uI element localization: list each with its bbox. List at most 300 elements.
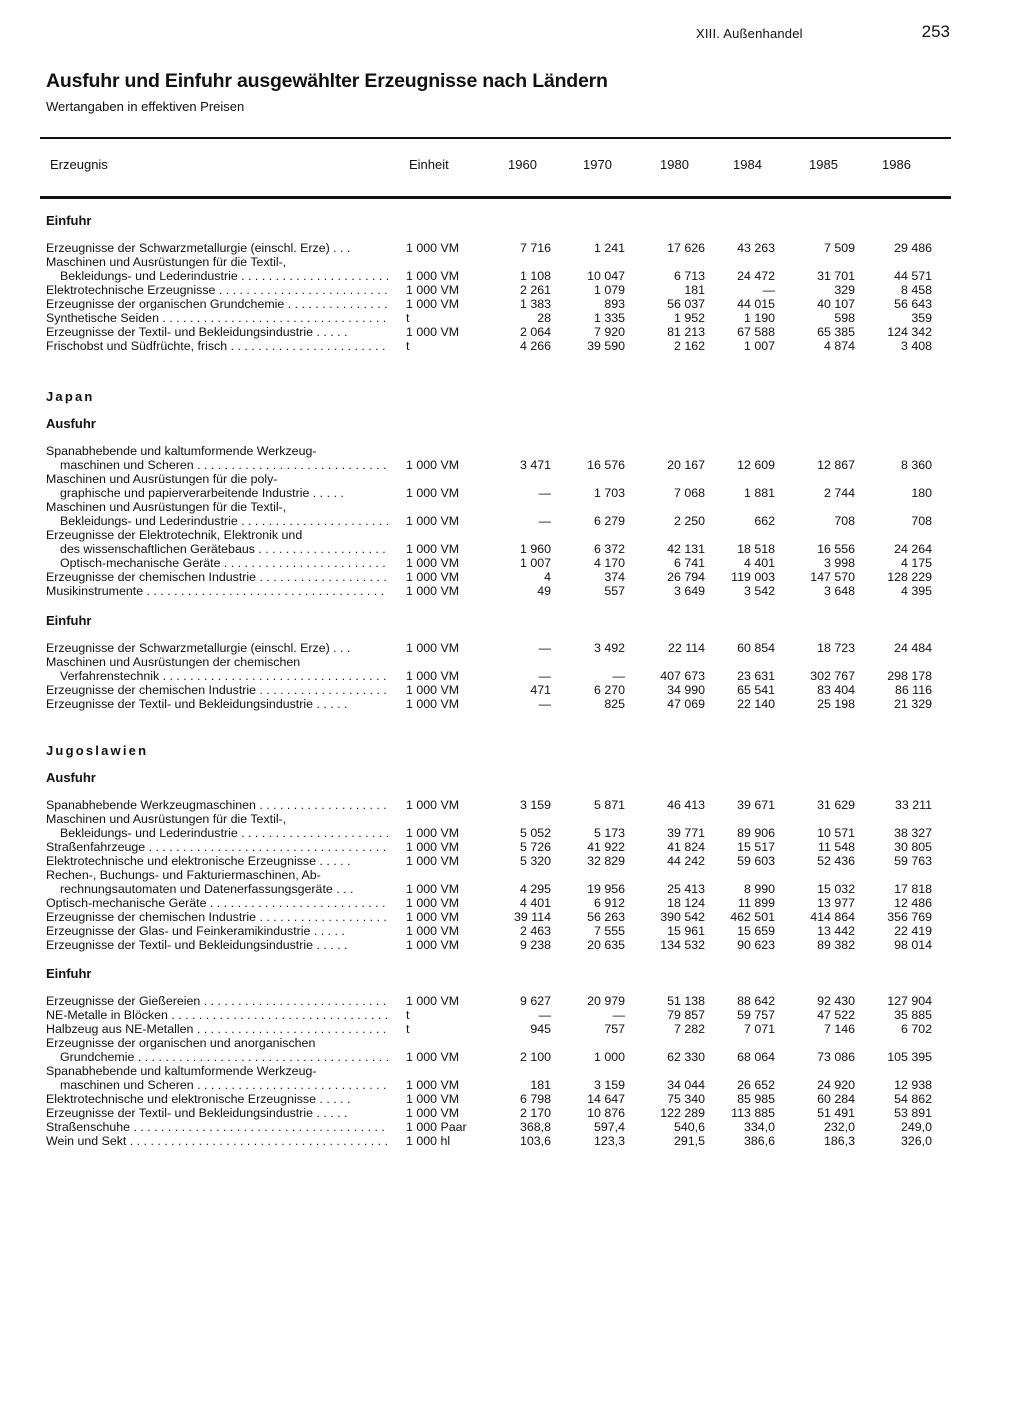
value-cell: 83 404: [817, 683, 855, 697]
value-cell: 374: [604, 570, 625, 584]
column-header-1970: 1970: [583, 157, 612, 172]
country-heading: Japan: [46, 389, 95, 404]
row-label: Erzeugnisse der Schwarzmetallurgie (einschl. Erze) . . .: [46, 241, 351, 255]
value-cell: 34 990: [667, 683, 705, 697]
value-cell: 232,0: [823, 1120, 855, 1134]
table-row-line: [0, 472, 1024, 486]
table-row-line: [0, 655, 1024, 669]
table-row-line: [0, 798, 1024, 812]
row-unit: 1 000 VM: [406, 882, 460, 896]
value-cell: 4 266: [519, 339, 551, 353]
value-cell: 12 938: [894, 1078, 932, 1092]
value-cell: —: [762, 283, 775, 297]
value-cell: 329: [834, 283, 855, 297]
row-label: NE-Metalle in Blöcken . . .: [46, 1008, 388, 1022]
table-row-line: [0, 1064, 1024, 1078]
value-cell: 1 108: [519, 269, 551, 283]
value-cell: 11 548: [818, 840, 855, 854]
table-row-line: [0, 297, 1024, 311]
page-subtitle: Wertangaben in effektiven Preisen: [46, 99, 245, 114]
value-cell: 5 052: [519, 826, 551, 840]
value-cell: 86 116: [895, 683, 932, 697]
value-cell: 5 173: [593, 826, 625, 840]
value-cell: 128 229: [887, 570, 932, 584]
row-label: Maschinen und Ausrüstungen für die Textil-,: [46, 812, 287, 826]
table-row-line: [0, 994, 1024, 1008]
value-cell: 3 649: [673, 584, 705, 598]
row-label: Spanabhebende Werkzeugmaschinen . . .: [46, 798, 388, 812]
page-number: 253: [921, 22, 950, 41]
value-cell: 1 007: [519, 556, 551, 570]
value-cell: 7 146: [823, 1022, 855, 1036]
row-label: Maschinen und Ausrüstungen der chemischen: [46, 655, 301, 669]
value-cell: 1 335: [593, 311, 625, 325]
row-label: Elektrotechnische und elektronische Erzeugnisse . . . . .: [46, 1092, 351, 1106]
table-row-line: [0, 1134, 1024, 1148]
value-cell: 4 295: [519, 882, 551, 896]
value-cell: 22 114: [668, 641, 705, 655]
value-cell: 597,4: [593, 1120, 625, 1134]
value-cell: 4 395: [900, 584, 932, 598]
value-cell: 20 635: [587, 938, 625, 952]
value-cell: 825: [604, 697, 625, 711]
row-unit: 1 000 VM: [406, 826, 460, 840]
column-header-1980: 1980: [660, 157, 689, 172]
value-cell: 31 701: [817, 269, 855, 283]
row-unit: 1 000 VM: [406, 669, 460, 683]
value-cell: 708: [834, 514, 855, 528]
value-cell: 20 979: [587, 994, 625, 1008]
row-unit: t: [406, 339, 410, 353]
row-label: Erzeugnisse der organischen und anorganischen: [46, 1036, 316, 1050]
row-unit: 1 000 VM: [406, 896, 460, 910]
value-cell: 1 960: [519, 542, 551, 556]
value-cell: 13 442: [817, 924, 855, 938]
row-unit: 1 000 VM: [406, 1050, 460, 1064]
row-label: Rechen-, Buchungs- und Fakturiermaschinen, Ab-: [46, 868, 321, 882]
table-row-line: [0, 924, 1024, 938]
value-cell: 122 289: [660, 1106, 705, 1120]
value-cell: 124 342: [887, 325, 932, 339]
value-cell: 18 124: [667, 896, 705, 910]
value-cell: —: [612, 1008, 625, 1022]
column-header-1960: 1960: [508, 157, 537, 172]
value-cell: 2 170: [519, 1106, 551, 1120]
value-cell: 356 769: [887, 910, 932, 924]
value-cell: 6 912: [593, 896, 625, 910]
table-row-line: [0, 486, 1024, 500]
value-cell: 147 570: [810, 570, 855, 584]
column-header-erzeugnis: Erzeugnis: [50, 157, 108, 172]
value-cell: 7 716: [519, 241, 551, 255]
value-cell: 134 532: [660, 938, 705, 952]
table-row-line: [0, 1078, 1024, 1092]
row-label: Elektrotechnische und elektronische Erzeugnisse . . . . .: [46, 854, 351, 868]
value-cell: 5 320: [519, 854, 551, 868]
value-cell: 7 068: [673, 486, 705, 500]
value-cell: 7 555: [593, 924, 625, 938]
value-cell: 6 713: [673, 269, 705, 283]
value-cell: 386,6: [743, 1134, 775, 1148]
value-cell: 19 956: [587, 882, 625, 896]
value-cell: 30 805: [894, 840, 932, 854]
row-unit: 1 000 VM: [406, 584, 460, 598]
value-cell: 18 723: [817, 641, 855, 655]
table-row-line: [0, 542, 1024, 556]
section-heading: Einfuhr: [46, 213, 92, 228]
column-header-1985: 1985: [809, 157, 838, 172]
row-label: Halbzeug aus NE-Metallen . . .: [46, 1022, 388, 1036]
value-cell: 54 862: [894, 1092, 932, 1106]
table-row-line: [0, 938, 1024, 952]
value-cell: 47 522: [817, 1008, 855, 1022]
table-row-line: [0, 500, 1024, 514]
value-cell: 12 609: [737, 458, 775, 472]
table-row-line: [0, 840, 1024, 854]
row-label: Erzeugnisse der Textil- und Bekleidungsindustrie . . . . .: [46, 325, 348, 339]
value-cell: 368,8: [519, 1120, 551, 1134]
value-cell: 119 003: [731, 570, 775, 584]
value-cell: 4 874: [823, 339, 855, 353]
value-cell: 708: [911, 514, 932, 528]
value-cell: 557: [604, 584, 625, 598]
value-cell: 56 037: [667, 297, 705, 311]
table-row-line: [0, 1022, 1024, 1036]
table-header-rule: [40, 196, 951, 199]
value-cell: 26 794: [667, 570, 705, 584]
row-label: Spanabhebende und kaltumformende Werkzeug-: [46, 444, 317, 458]
value-cell: 3 542: [743, 584, 775, 598]
value-cell: 11 899: [738, 896, 775, 910]
column-header-einheit: Einheit: [409, 157, 449, 172]
value-cell: —: [612, 669, 625, 683]
value-cell: 62 330: [667, 1050, 705, 1064]
value-cell: 12 486: [894, 896, 932, 910]
value-cell: 462 501: [730, 910, 775, 924]
value-cell: 2 744: [823, 486, 855, 500]
row-unit: t: [406, 311, 410, 325]
row-label: Maschinen und Ausrüstungen für die Textil-,: [46, 255, 287, 269]
value-cell: 98 014: [894, 938, 932, 952]
value-cell: 302 767: [810, 669, 855, 683]
row-unit: 1 000 VM: [406, 938, 460, 952]
row-label: Spanabhebende und kaltumformende Werkzeug-: [46, 1064, 317, 1078]
value-cell: 1 952: [673, 311, 705, 325]
row-label: rechnungsautomaten und Datenerfassungsgeräte . . .: [60, 882, 354, 896]
value-cell: 59 603: [737, 854, 775, 868]
value-cell: 7 509: [823, 241, 855, 255]
value-cell: 56 263: [587, 910, 625, 924]
row-unit: 1 000 VM: [406, 641, 460, 655]
value-cell: 15 961: [667, 924, 705, 938]
table-column-headers: [0, 157, 1024, 175]
row-label: Bekleidungs- und Lederindustrie . . .: [60, 269, 388, 283]
value-cell: 23 631: [737, 669, 775, 683]
value-cell: 59 757: [737, 1008, 775, 1022]
value-cell: 85 985: [737, 1092, 775, 1106]
row-unit: 1 000 hl: [406, 1134, 451, 1148]
value-cell: 39 590: [587, 339, 625, 353]
table-row-line: [0, 882, 1024, 896]
table-top-rule: [40, 137, 951, 139]
value-cell: 6 702: [900, 1022, 932, 1036]
value-cell: 73 086: [817, 1050, 855, 1064]
row-label: Optisch-mechanische Geräte . . .: [46, 896, 388, 910]
table-row-line: [0, 812, 1024, 826]
value-cell: 44 015: [737, 297, 775, 311]
value-cell: 53 891: [894, 1106, 932, 1120]
value-cell: 186,3: [823, 1134, 855, 1148]
table-row-line: [0, 311, 1024, 325]
value-cell: 8 990: [743, 882, 775, 896]
value-cell: 20 167: [667, 458, 705, 472]
row-unit: 1 000 VM: [406, 269, 460, 283]
value-cell: 67 588: [737, 325, 775, 339]
value-cell: 4 175: [900, 556, 932, 570]
value-cell: 3 998: [823, 556, 855, 570]
value-cell: 40 107: [817, 297, 855, 311]
value-cell: 81 213: [667, 325, 705, 339]
section-heading: Einfuhr: [46, 613, 92, 628]
table-row-line: [0, 669, 1024, 683]
value-cell: 407 673: [660, 669, 705, 683]
value-cell: 44 242: [667, 854, 705, 868]
value-cell: 3 159: [593, 1078, 625, 1092]
value-cell: 2 064: [519, 325, 551, 339]
value-cell: —: [538, 669, 551, 683]
value-cell: 90 623: [737, 938, 775, 952]
value-cell: 10 571: [817, 826, 855, 840]
table-row-line: [0, 826, 1024, 840]
table-row-line: [0, 1092, 1024, 1106]
value-cell: 34 044: [667, 1078, 705, 1092]
table-row-line: [0, 514, 1024, 528]
row-label: Optisch-mechanische Geräte . . .: [60, 556, 388, 570]
value-cell: 15 659: [737, 924, 775, 938]
table-row-line: [0, 1036, 1024, 1050]
value-cell: 49: [537, 584, 551, 598]
value-cell: 24 484: [894, 641, 932, 655]
value-cell: 1 241: [593, 241, 625, 255]
row-unit: 1 000 VM: [406, 486, 460, 500]
value-cell: 945: [530, 1022, 551, 1036]
value-cell: 6 279: [593, 514, 625, 528]
row-unit: 1 000 VM: [406, 570, 460, 584]
value-cell: —: [538, 514, 551, 528]
value-cell: 893: [604, 297, 625, 311]
section-heading: Einfuhr: [46, 966, 92, 981]
value-cell: 22 140: [737, 697, 775, 711]
value-cell: 41 922: [587, 840, 625, 854]
table-row-line: [0, 1106, 1024, 1120]
value-cell: 56 643: [894, 297, 932, 311]
row-unit: 1 000 VM: [406, 683, 460, 697]
row-label: Bekleidungs- und Lederindustrie . . .: [60, 514, 388, 528]
section-heading: Ausfuhr: [46, 770, 96, 785]
row-label: Grundchemie . . .: [60, 1050, 388, 1064]
value-cell: 12 867: [817, 458, 855, 472]
chapter-title: XIII. Außenhandel: [696, 26, 803, 41]
value-cell: 6 741: [673, 556, 705, 570]
value-cell: 68 064: [737, 1050, 775, 1064]
value-cell: 25 198: [817, 697, 855, 711]
value-cell: 1 007: [743, 339, 775, 353]
row-label: graphische und papierverarbeitende Industrie . . . . .: [60, 486, 344, 500]
row-unit: 1 000 VM: [406, 697, 460, 711]
value-cell: 359: [911, 311, 932, 325]
country-heading: Jugoslawien: [46, 743, 149, 758]
row-label: Straßenfahrzeuge . . .: [46, 840, 388, 854]
table-row-line: [0, 325, 1024, 339]
value-cell: 1 000: [593, 1050, 625, 1064]
value-cell: 32 829: [587, 854, 625, 868]
row-label: Erzeugnisse der Elektrotechnik, Elektronik und: [46, 528, 303, 542]
row-unit: 1 000 VM: [406, 325, 460, 339]
value-cell: 16 576: [587, 458, 625, 472]
value-cell: 8 360: [900, 458, 932, 472]
value-cell: 1 383: [519, 297, 551, 311]
value-cell: 43 263: [737, 241, 775, 255]
row-unit: 1 000 VM: [406, 283, 460, 297]
value-cell: 414 864: [810, 910, 855, 924]
value-cell: 2 100: [519, 1050, 551, 1064]
running-header: [0, 22, 950, 44]
value-cell: 103,6: [519, 1134, 551, 1148]
value-cell: 18 518: [737, 542, 775, 556]
row-label: Synthetische Seiden . . .: [46, 311, 388, 325]
row-label: Frischobst und Südfrüchte, frisch . . .: [46, 339, 388, 353]
value-cell: 1 079: [593, 283, 625, 297]
row-label: Elektrotechnische Erzeugnisse . . .: [46, 283, 388, 297]
value-cell: 33 211: [895, 798, 932, 812]
row-unit: 1 000 VM: [406, 556, 460, 570]
value-cell: 17 626: [667, 241, 705, 255]
row-label: Erzeugnisse der Schwarzmetallurgie (einschl. Erze) . . .: [46, 641, 351, 655]
column-header-1984: 1984: [733, 157, 762, 172]
value-cell: 9 238: [519, 938, 551, 952]
value-cell: 51 138: [667, 994, 705, 1008]
value-cell: 6 798: [519, 1092, 551, 1106]
value-cell: 105 395: [887, 1050, 932, 1064]
value-cell: 5 871: [593, 798, 625, 812]
column-header-1986: 1986: [882, 157, 911, 172]
value-cell: 2 463: [519, 924, 551, 938]
table-row-line: [0, 1008, 1024, 1022]
value-cell: 89 382: [817, 938, 855, 952]
value-cell: 42 131: [667, 542, 705, 556]
table-row-line: [0, 339, 1024, 353]
value-cell: 60 284: [817, 1092, 855, 1106]
value-cell: —: [538, 641, 551, 655]
row-unit: t: [406, 1022, 410, 1036]
row-unit: 1 000 VM: [406, 1106, 460, 1120]
value-cell: 6 270: [593, 683, 625, 697]
value-cell: 44 571: [894, 269, 932, 283]
value-cell: 7 071: [743, 1022, 775, 1036]
value-cell: 26 652: [737, 1078, 775, 1092]
table-row-line: [0, 868, 1024, 882]
value-cell: 29 486: [894, 241, 932, 255]
value-cell: 16 556: [817, 542, 855, 556]
value-cell: 88 642: [737, 994, 775, 1008]
value-cell: 4: [544, 570, 551, 584]
value-cell: 47 069: [667, 697, 705, 711]
table-row-line: [0, 444, 1024, 458]
value-cell: 113 885: [731, 1106, 775, 1120]
value-cell: 8 458: [900, 283, 932, 297]
value-cell: 35 885: [894, 1008, 932, 1022]
value-cell: 38 327: [894, 826, 932, 840]
table-row-line: [0, 584, 1024, 598]
value-cell: 127 904: [887, 994, 932, 1008]
table-row-line: [0, 896, 1024, 910]
value-cell: 390 542: [660, 910, 705, 924]
value-cell: 15 517: [737, 840, 775, 854]
row-label: Musikinstrumente . . .: [46, 584, 388, 598]
value-cell: 39 114: [514, 910, 551, 924]
value-cell: 51 491: [817, 1106, 855, 1120]
value-cell: 75 340: [667, 1092, 705, 1106]
value-cell: 6 372: [593, 542, 625, 556]
value-cell: 22 419: [894, 924, 932, 938]
value-cell: 3 408: [900, 339, 932, 353]
value-cell: 249,0: [900, 1120, 932, 1134]
row-label: des wissenschaftlichen Gerätebaus . . .: [60, 542, 388, 556]
value-cell: 7 920: [593, 325, 625, 339]
value-cell: 3 492: [593, 641, 625, 655]
value-cell: 2 250: [673, 514, 705, 528]
table-row-line: [0, 910, 1024, 924]
row-label: Erzeugnisse der chemischen Industrie . . .: [46, 683, 388, 697]
value-cell: —: [538, 697, 551, 711]
value-cell: 17 818: [894, 882, 932, 896]
row-label: maschinen und Scheren . . .: [60, 458, 388, 472]
value-cell: 3 471: [519, 458, 551, 472]
row-unit: 1 000 VM: [406, 297, 460, 311]
value-cell: 1 703: [593, 486, 625, 500]
row-unit: 1 000 VM: [406, 458, 460, 472]
value-cell: 3 159: [519, 798, 551, 812]
table-row-line: [0, 683, 1024, 697]
value-cell: 123,3: [593, 1134, 625, 1148]
value-cell: 2 261: [519, 283, 551, 297]
value-cell: 46 413: [667, 798, 705, 812]
value-cell: 60 854: [737, 641, 775, 655]
row-unit: 1 000 VM: [406, 514, 460, 528]
value-cell: 39 671: [737, 798, 775, 812]
row-label: Erzeugnisse der Textil- und Bekleidungsindustrie . . . . .: [46, 697, 348, 711]
value-cell: 39 771: [667, 826, 705, 840]
value-cell: 1 190: [743, 311, 775, 325]
value-cell: 291,5: [673, 1134, 705, 1148]
row-label: Erzeugnisse der Textil- und Bekleidungsindustrie . . . . .: [46, 1106, 348, 1120]
table-row-line: [0, 241, 1024, 255]
value-cell: 326,0: [900, 1134, 932, 1148]
value-cell: 1 881: [743, 486, 775, 500]
value-cell: 31 629: [817, 798, 855, 812]
row-unit: 1 000 Paar: [406, 1120, 467, 1134]
value-cell: 15 032: [817, 882, 855, 896]
table-row-line: [0, 255, 1024, 269]
row-unit: 1 000 VM: [406, 241, 460, 255]
value-cell: 21 329: [894, 697, 932, 711]
row-label: Straßenschuhe . . .: [46, 1120, 388, 1134]
value-cell: 92 430: [817, 994, 855, 1008]
value-cell: 4 401: [519, 896, 551, 910]
section-heading: Ausfuhr: [46, 416, 96, 431]
value-cell: 10 047: [587, 269, 625, 283]
value-cell: 25 413: [667, 882, 705, 896]
